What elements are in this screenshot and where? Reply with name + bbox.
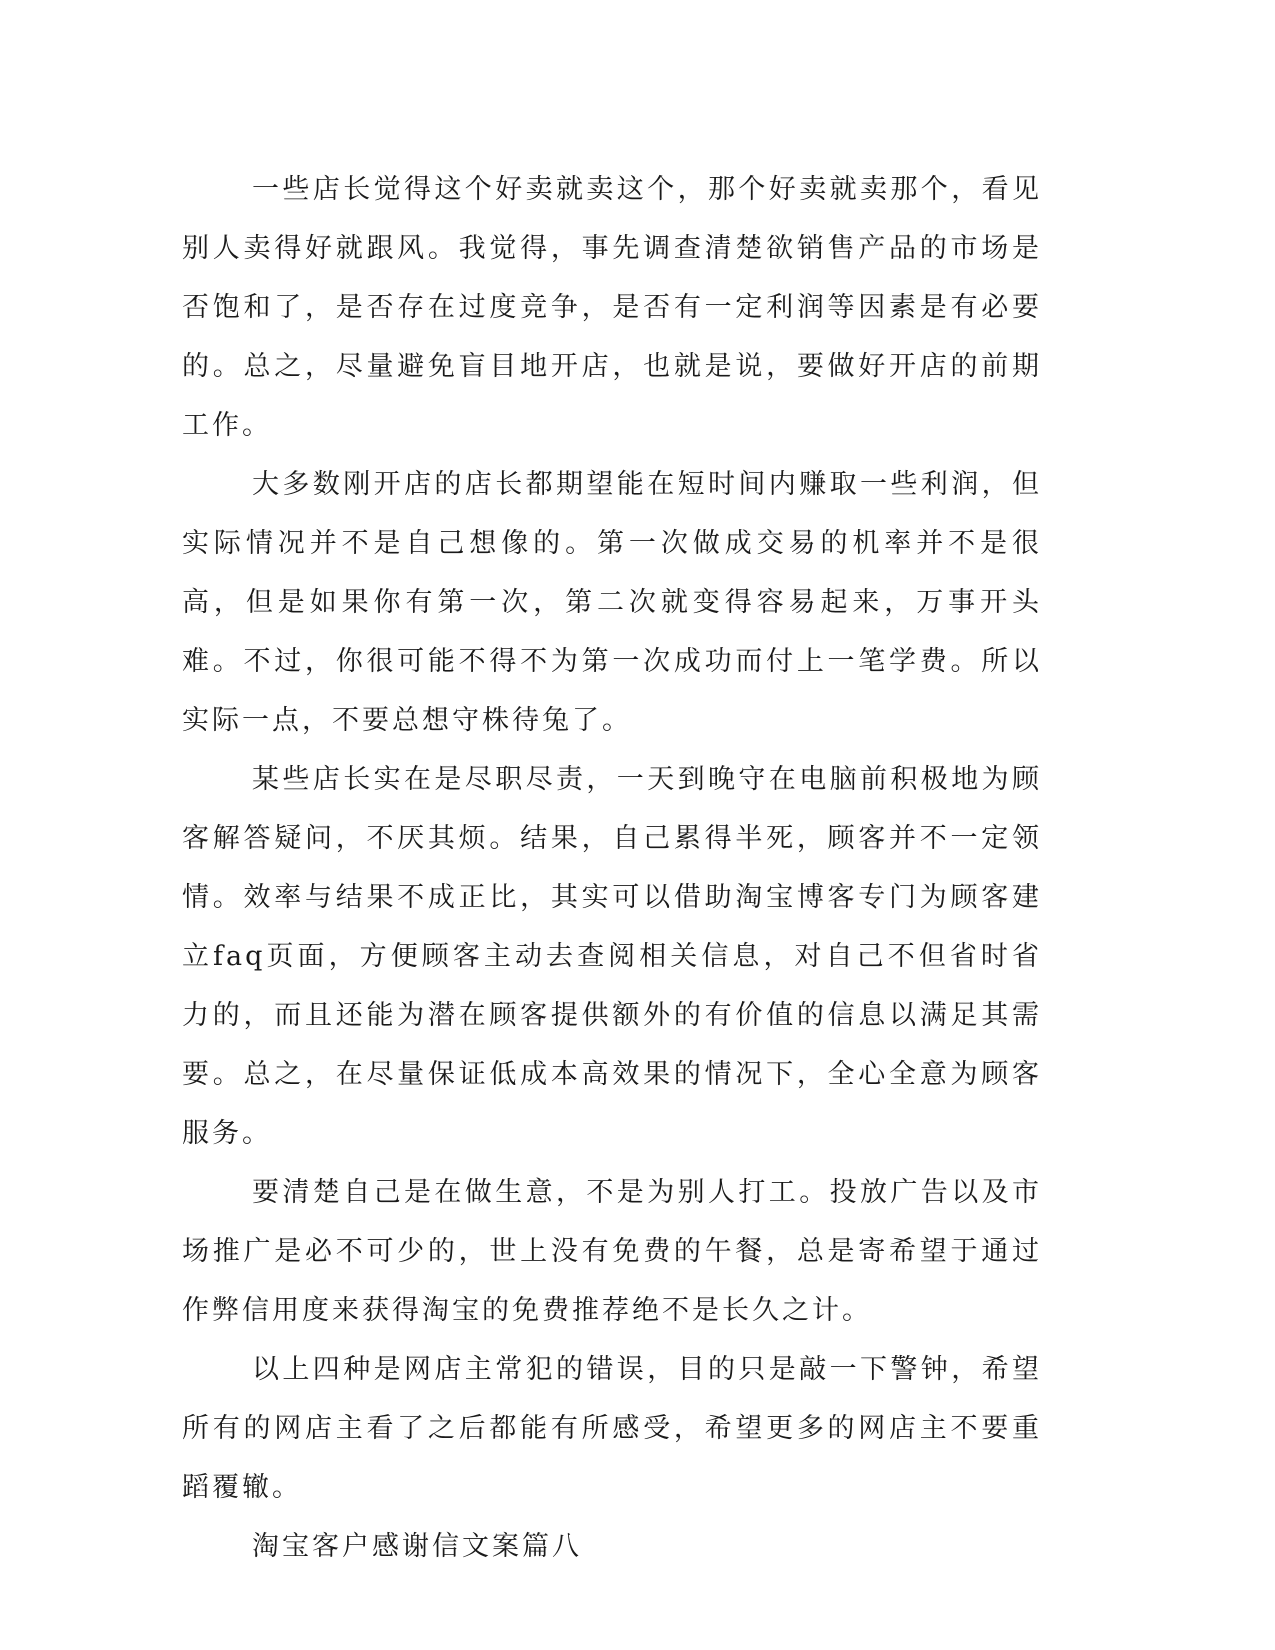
- document-body: [182, 160, 1042, 1576]
- paragraph-2: 大多数刚开店的店长都期望能在短时间内赚取一些利润，但实际情况并不是自己想像的。第一次做成交易的机率并不是很高，但是如果你有第一次，第二次就变得容易起来，万事开头难。不过，你很可能不得不为第一次成功而付上一笔学费。所以实际一点，不要总想守株待兔了。: [182, 469, 1042, 736]
- paragraph-4: 要清楚自己是在做生意，不是为别人打工。投放广告以及市场推广是必不可少的，世上没有免费的午餐，总是寄希望于通过作弊信用度来获得淘宝的免费推荐绝不是长久之计。: [182, 1177, 1042, 1326]
- paragraph-1: 一些店长觉得这个好卖就卖这个，那个好卖就卖那个，看见别人卖得好就跟风。我觉得，事先调查清楚欲销售产品的市场是否饱和了，是否存在过度竞争，是否有一定利润等因素是有必要的。总之，尽量避免盲目地开店，也就是说，要做好开店的前期工作。: [182, 174, 1042, 441]
- paragraph-5: 以上四种是网店主常犯的错误，目的只是敲一下警钟，希望所有的网店主看了之后都能有所感受，希望更多的网店主不要重蹈覆辙。: [182, 1354, 1042, 1503]
- section-heading: 淘宝客户感谢信文案篇八: [252, 1531, 582, 1562]
- paragraph-3: 某些店长实在是尽职尽责，一天到晚守在电脑前积极地为顾客解答疑问，不厌其烦。结果，自己累得半死，顾客并不一定领情。效率与结果不成正比，其实可以借助淘宝博客专门为顾客建立faq页面，方便顾客主动去查阅相关信息，对自己不但省时省力的，而且还能为潜在顾客提供额外的有价值的信息以满足其需要。总之，在尽量保证低成本高效果的情况下，全心全意为顾客服务。: [182, 764, 1042, 1149]
